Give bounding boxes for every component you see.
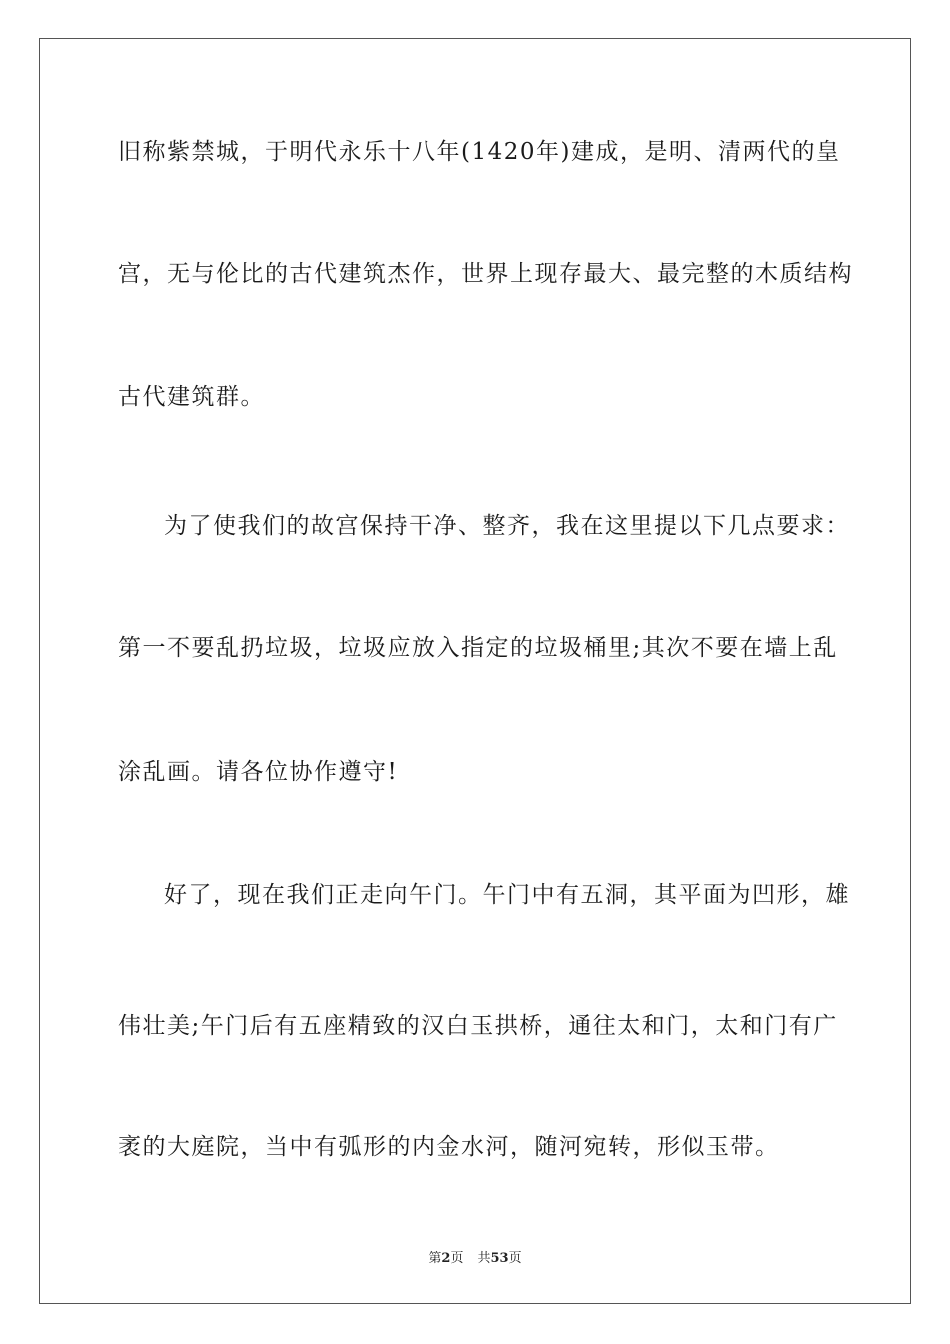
body-text-line: 第一不要乱扔垃圾，垃圾应放入指定的垃圾桶里;其次不要在墙上乱: [118, 635, 838, 661]
paragraph-first-line: 好了，现在我们正走向午门。午门中有五洞，其平面为凹形，雄: [164, 882, 850, 908]
total-prefix: 共: [477, 1251, 491, 1266]
page-number: 2: [441, 1251, 451, 1266]
body-text-line: 古代建筑群。: [118, 384, 265, 410]
page-border: [39, 38, 911, 1304]
page-footer: [0, 1247, 950, 1266]
body-text-line: 伟壮美;午门后有五座精致的汉白玉拱桥，通往太和门，太和门有广: [118, 1013, 838, 1039]
total-suffix: 页: [508, 1251, 522, 1266]
page-suffix: 页: [450, 1251, 464, 1266]
total-pages: 53: [490, 1251, 509, 1266]
body-text-line: 宫，无与伦比的古代建筑杰作，世界上现存最大、最完整的木质结构: [118, 261, 853, 287]
page-prefix: 第: [428, 1251, 442, 1266]
body-text-line: 涂乱画。请各位协作遵守!: [118, 759, 399, 785]
body-text-line: 袤的大庭院，当中有弧形的内金水河，随河宛转，形似玉带。: [118, 1134, 780, 1160]
paragraph-first-line: 为了使我们的故宫保持干净、整齐，我在这里提以下几点要求：: [164, 513, 850, 539]
body-text-line: 旧称紫禁城，于明代永乐十八年(1420年)建成，是明、清两代的皇: [118, 139, 841, 165]
